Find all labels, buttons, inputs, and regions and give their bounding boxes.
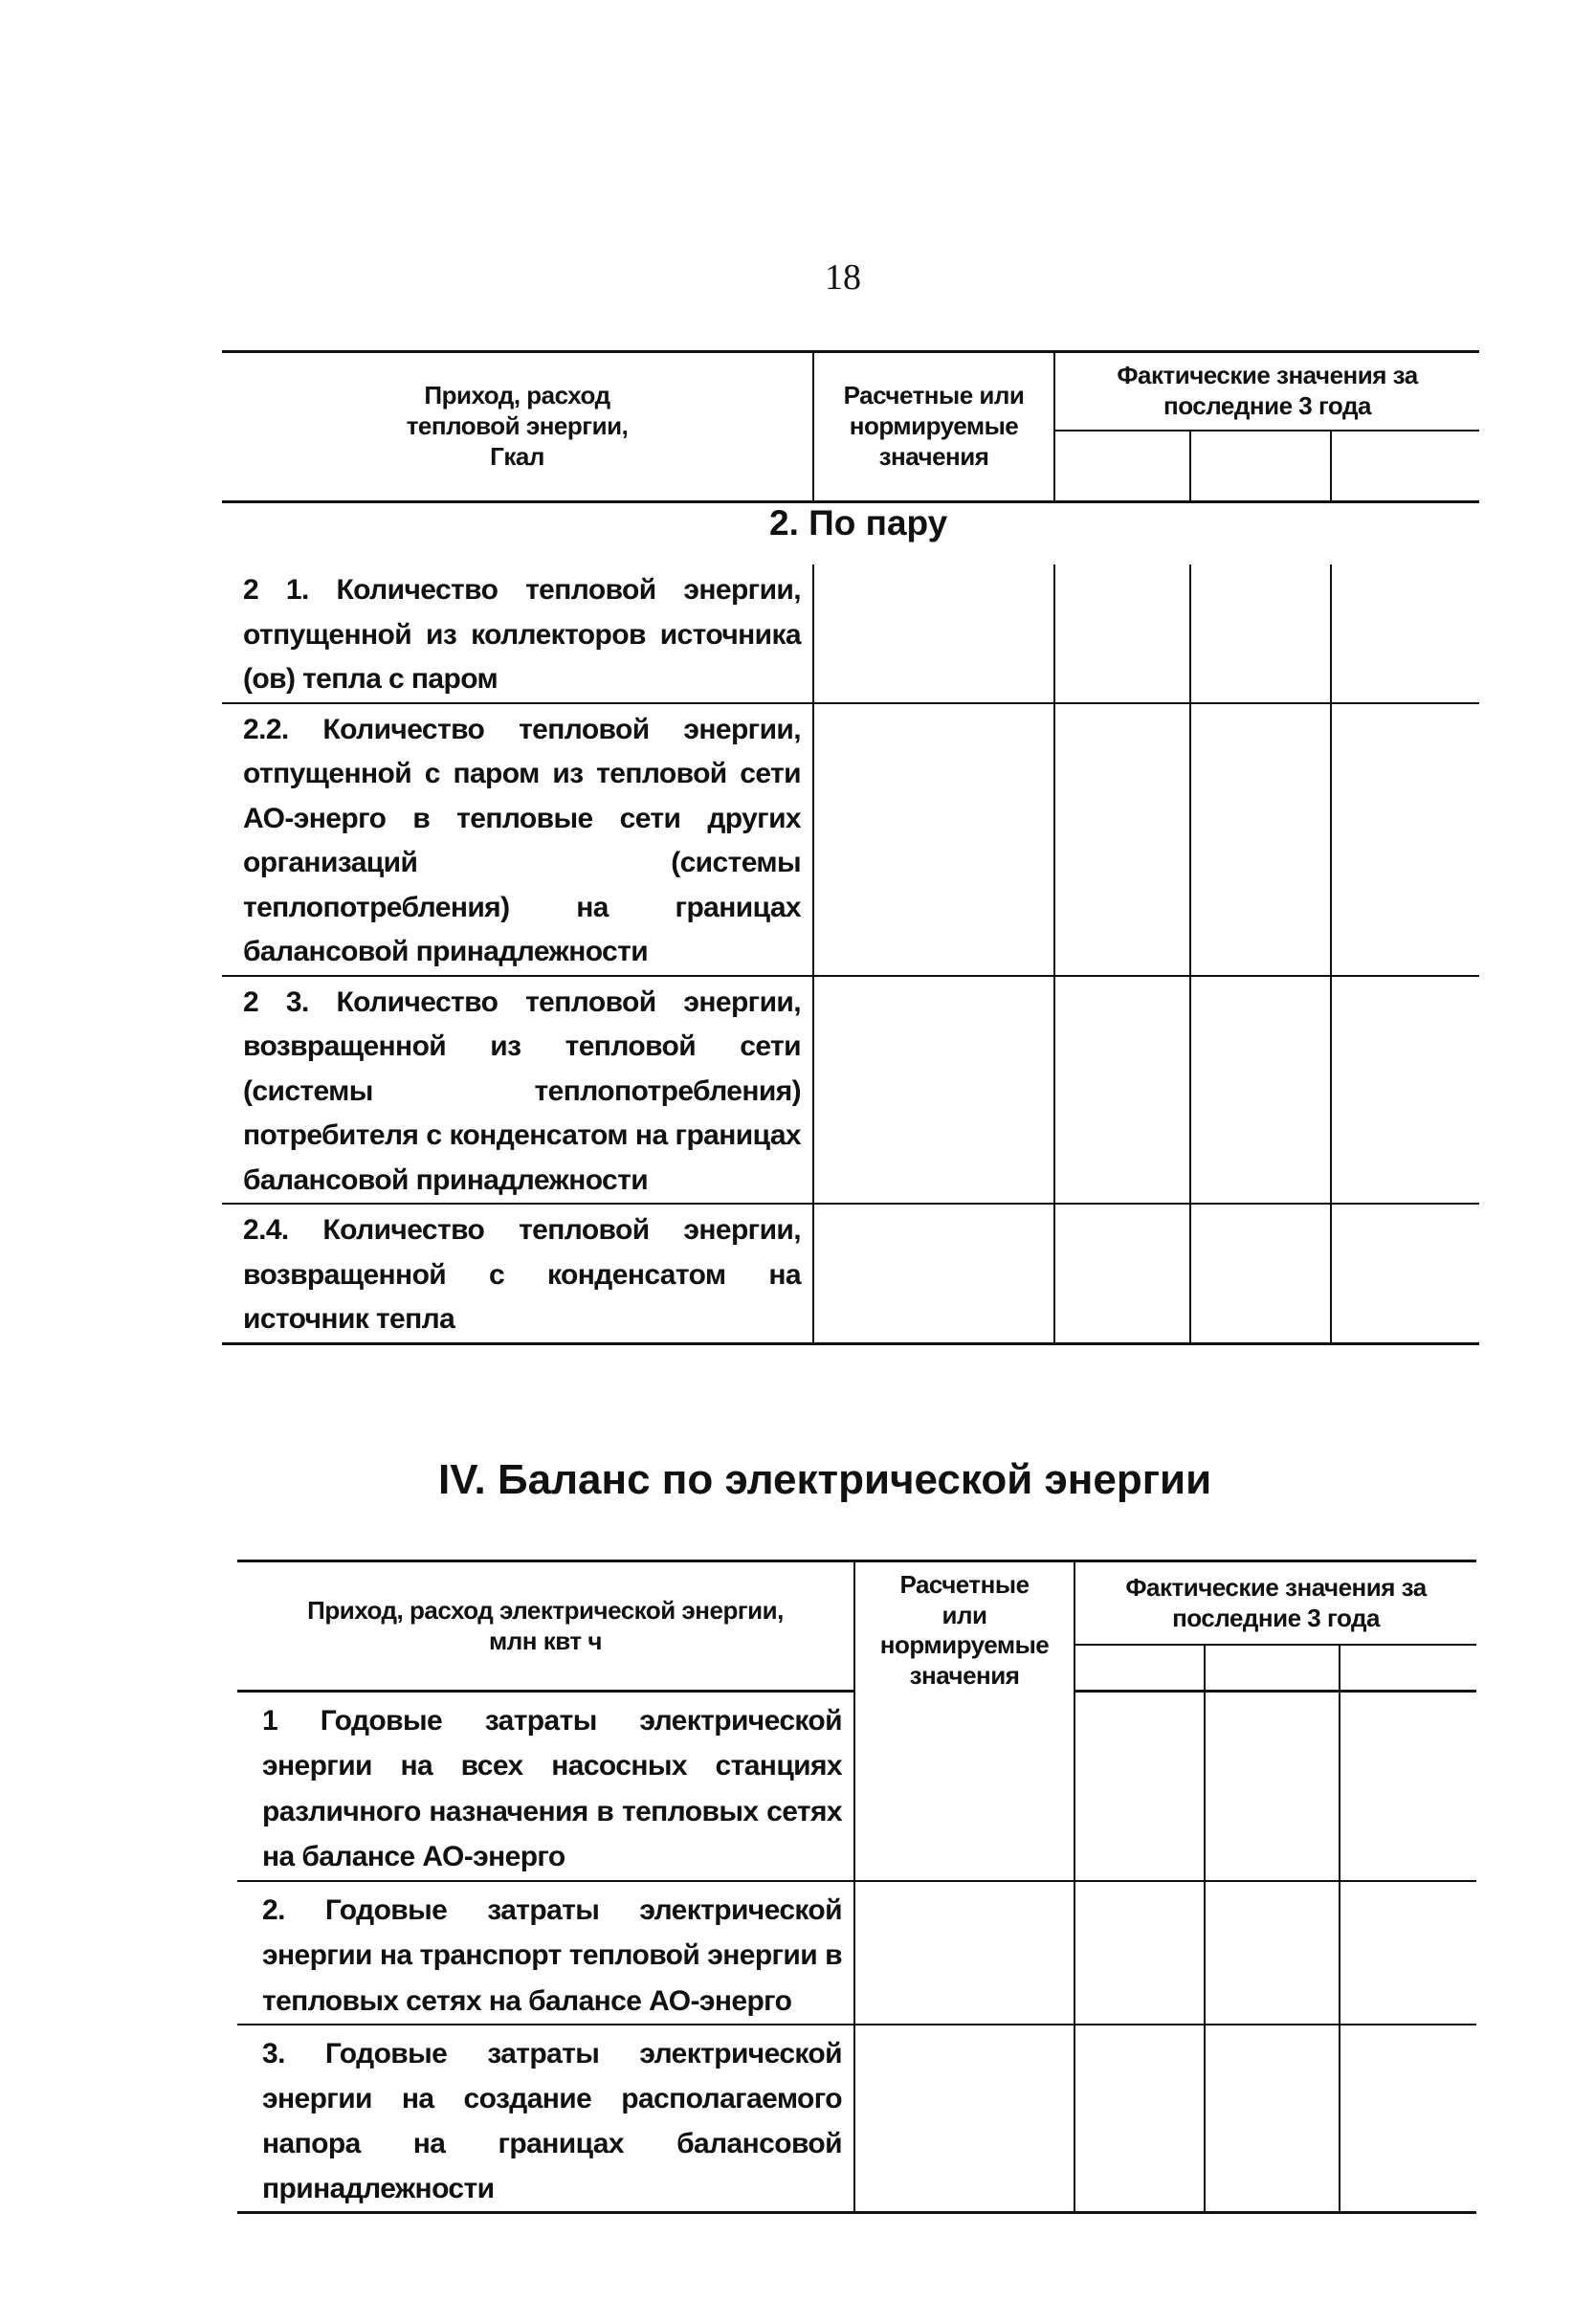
cell-norm <box>854 1692 1074 1882</box>
header-year-3 <box>1331 431 1479 502</box>
cell-year-3 <box>1331 564 1479 703</box>
header-normative-values: Расчетные или нормируемые значения <box>854 1561 1074 1692</box>
electricity-balance-table <box>237 1560 1476 2214</box>
cell-year-1 <box>1054 1204 1190 1343</box>
header-actual-values: Фактические значения за последние 3 года <box>1074 1561 1476 1646</box>
section-steam: 2. По пару <box>769 503 948 542</box>
header-actual-values: Фактические значения за последние 3 года <box>1054 352 1479 432</box>
row-label: 2.4. Количество тепловой энергии, возвращенной с конденсатом на источник тепла <box>222 1204 813 1343</box>
cell-norm <box>813 564 1054 703</box>
header-year-1 <box>1054 431 1190 502</box>
row-label: 1 Годовые затраты электрической энергии на всех насосных станциях различного назначения в тепловых сетях на балансе АО-энерго <box>237 1692 854 1882</box>
header-income-expense: Приход, расход электрической энергии, млн квт ч <box>237 1561 854 1692</box>
header-year-2 <box>1205 1645 1340 1691</box>
row-label: 2 3. Количество тепловой энергии, возвращенной из тепловой сети (системы теплопотребления) потребителя с конденсатом на границах балансовой принадлежности <box>222 976 813 1205</box>
cell-year-3 <box>1331 703 1479 976</box>
header-year-2 <box>1190 431 1331 502</box>
cell-year-3 <box>1331 1204 1479 1343</box>
table-row <box>222 976 1479 1205</box>
heat-balance-table <box>222 350 1479 1345</box>
cell-year-1 <box>1054 976 1190 1205</box>
row-label: 3. Годовые затраты электрической энергии на создание располагаемого напора на границах балансовой принадлежности <box>237 2025 854 2213</box>
table-row <box>237 1692 1476 1882</box>
cell-year-1 <box>1074 1692 1205 1882</box>
cell-year-3 <box>1340 1881 1476 2024</box>
cell-norm <box>813 703 1054 976</box>
cell-year-2 <box>1205 1692 1340 1882</box>
cell-year-1 <box>1074 2025 1205 2213</box>
cell-year-2 <box>1190 1204 1331 1343</box>
cell-year-2 <box>1205 1881 1340 2024</box>
cell-norm <box>854 2025 1074 2213</box>
row-label: 2.2. Количество тепловой энергии, отпущенной с паром из тепловой сети АО-энерго в тепловые сети других организаций (системы теплопотребления) на границах балансовой принадлежности <box>222 703 813 976</box>
row-label: 2. Годовые затраты электрической энергии на транспорт тепловой энергии в тепловых сетях на балансе АО-энерго <box>237 1881 854 2024</box>
table-row <box>222 1204 1479 1343</box>
header-year-3 <box>1340 1645 1476 1691</box>
section-title: IV. Баланс по электрической энергии <box>438 1456 1212 1503</box>
table-row <box>222 564 1479 703</box>
cell-year-3 <box>1331 976 1479 1205</box>
table-row <box>237 1881 1476 2024</box>
cell-year-2 <box>1190 564 1331 703</box>
cell-norm <box>813 976 1054 1205</box>
cell-year-2 <box>1190 976 1331 1205</box>
cell-norm <box>813 1204 1054 1343</box>
cell-year-3 <box>1340 1692 1476 1882</box>
header-income-expense: Приход, расход тепловой энергии, Гкал <box>222 352 813 502</box>
header-year-1 <box>1074 1645 1205 1691</box>
cell-year-1 <box>1074 1881 1205 2024</box>
cell-year-2 <box>1205 2025 1340 2213</box>
row-label: 2 1. Количество тепловой энергии, отпущенной из коллекторов источника (ов) тепла с паром <box>222 564 813 703</box>
page-number: 18 <box>825 257 861 298</box>
table-row <box>237 2025 1476 2213</box>
cell-year-2 <box>1190 703 1331 976</box>
header-normative-values: Расчетные или нормируемые значения <box>813 352 1054 502</box>
table-row <box>222 703 1479 976</box>
cell-year-1 <box>1054 703 1190 976</box>
cell-norm <box>854 1881 1074 2024</box>
cell-year-3 <box>1340 2025 1476 2213</box>
cell-year-1 <box>1054 564 1190 703</box>
